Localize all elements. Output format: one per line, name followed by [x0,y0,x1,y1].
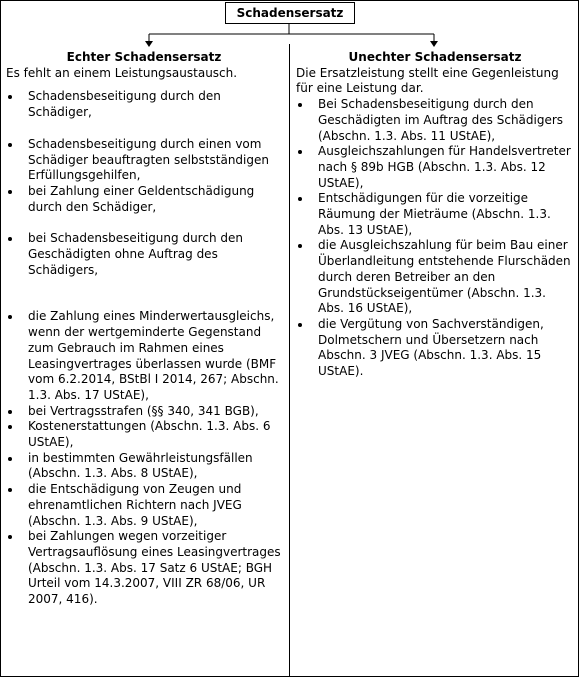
left-item-list [6,89,282,607]
right-item: die Ausgleichszahlung für beim Bau einer Überlandleitung entstehende Flurschäden durch deren Betreiber an den Grundstückseigentümer (Abschn. 1.3. Abs. 16 UStAE), [296,238,574,317]
right-column-heading: Unechter Schadensersatz [348,50,522,64]
left-column [6,50,282,608]
left-item: bei Zahlungen wegen vorzeitiger Vertragsauflösung eines Leasingvertrages (Abschn. 1.3. Abs. 17 Satz 6 UStAE; BGH Urteil vom 14.3.2007, VIII ZR 68/06, UR 2007, 416). [6,529,282,608]
right-item: Ausgleichszahlungen für Handelsvertreter nach § 89b HGB (Abschn. 1.3. Abs. 12 UStAE), [296,144,574,191]
right-item-list [296,97,574,380]
left-item: bei Zahlung einer Geldentschädigung durch den Schädiger, [6,184,282,215]
right-column [296,50,574,380]
right-column-intro: Die Ersatzleistung stellt eine Gegenleistung für eine Leistung dar. [296,65,559,96]
column-divider [289,44,290,677]
left-column-heading: Echter Schadensersatz [66,50,222,64]
left-arrow-head [145,41,153,47]
diagram-title: Schadensersatz [225,2,355,24]
left-item: die Zahlung eines Minderwertausgleichs, wenn der wertgeminderte Gegenstand zum Gebrauch im Rahmen eines Leasingvertrages überlassen wurde (BMF vom 6.2.2014, BStBl I 2014, 267; Abschn. 1.3. Abs. 17 UStAE), [6,309,282,403]
right-item: Entschädigungen für die vorzeitige Räumung der Mieträume (Abschn. 1.3. Abs. 13 UStAE), [296,191,574,238]
left-item: Schadensbeseitigung durch den Schädiger, [6,89,282,120]
right-item: Bei Schadensbeseitigung durch den Geschädigten im Auftrag des Schädigers (Abschn. 1.3. Abs. 11 UStAE), [296,97,574,144]
right-item: die Vergütung von Sachverständigen, Dolmetschern und Übersetzern nach Abschn. 3 JVEG (Abschn. 1.3. Abs. 15 UStAE). [296,317,574,380]
left-item: Kostenerstattungen (Abschn. 1.3. Abs. 6 UStAE), [6,419,282,450]
left-item: Schadensbeseitigung durch einen vom Schädiger beauftragten selbstständigen Erfüllungsgehilfen, [6,137,282,184]
left-column-intro: Es fehlt an einem Leistungsaustausch. [6,65,238,80]
right-arrow-head [430,41,438,47]
left-item: die Entschädigung von Zeugen und ehrenamtlichen Richtern nach JVEG (Abschn. 1.3. Abs. 9 UStAE), [6,482,282,529]
left-item: in bestimmten Gewährleistungsfällen (Abschn. 1.3. Abs. 8 UStAE), [6,451,282,482]
left-item: bei Vertragsstrafen (§§ 340, 341 BGB), [6,404,282,420]
left-item: bei Schadensbeseitigung durch den Geschädigten ohne Auftrag des Schädigers, [6,231,282,278]
